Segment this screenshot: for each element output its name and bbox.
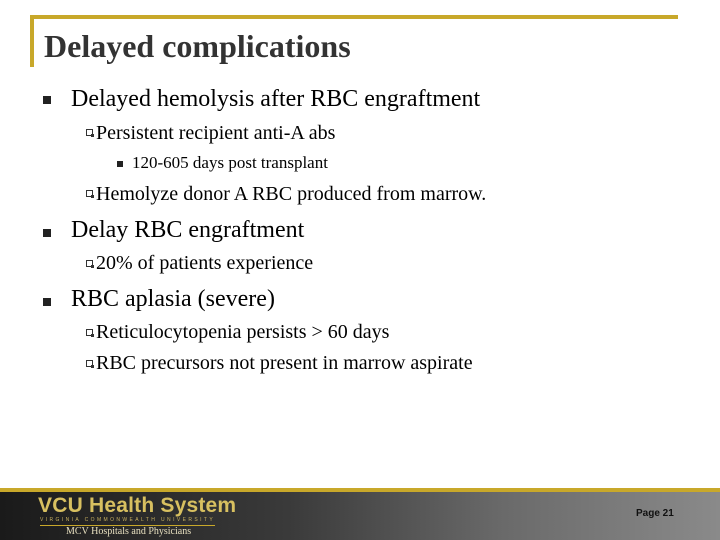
bullet-square-icon — [43, 298, 51, 306]
bullet-box-icon — [86, 190, 93, 197]
bullet-box-icon — [86, 129, 93, 136]
vcu-logo-subtitle: MCV Hospitals and Physicians — [66, 526, 192, 537]
bullet-level2: Reticulocytopenia persists > 60 days — [96, 321, 390, 343]
bullet-level1: Delayed hemolysis after RBC engraftment — [71, 86, 481, 112]
bullet-square-icon — [43, 96, 51, 104]
bullet-level1: Delay RBC engraftment — [71, 217, 305, 243]
bullet-level1: RBC aplasia (severe) — [71, 286, 275, 312]
bullet-level2: 20% of patients experience — [96, 252, 314, 274]
bullet-level3: 120-605 days post transplant — [132, 153, 328, 172]
bullet-level2: Hemolyze donor A RBC produced from marrow. — [96, 183, 487, 205]
bullet-box-icon — [86, 360, 93, 367]
bullet-square-icon — [117, 161, 123, 167]
bullet-box-icon — [86, 260, 93, 267]
bullet-level2: RBC precursors not present in marrow aspirate — [96, 352, 473, 374]
bullet-square-icon — [43, 229, 51, 237]
page-number: Page 21 — [636, 508, 674, 519]
vcu-logo: VCU Health System — [38, 494, 237, 517]
bullet-box-icon — [86, 329, 93, 336]
slide-title: Delayed complications — [44, 28, 351, 64]
bullet-level2: Persistent recipient anti-A abs — [96, 122, 336, 144]
vcu-logo-tagline: VIRGINIA COMMONWEALTH UNIVERSITY — [40, 517, 216, 523]
footer-accent-line — [0, 488, 720, 492]
